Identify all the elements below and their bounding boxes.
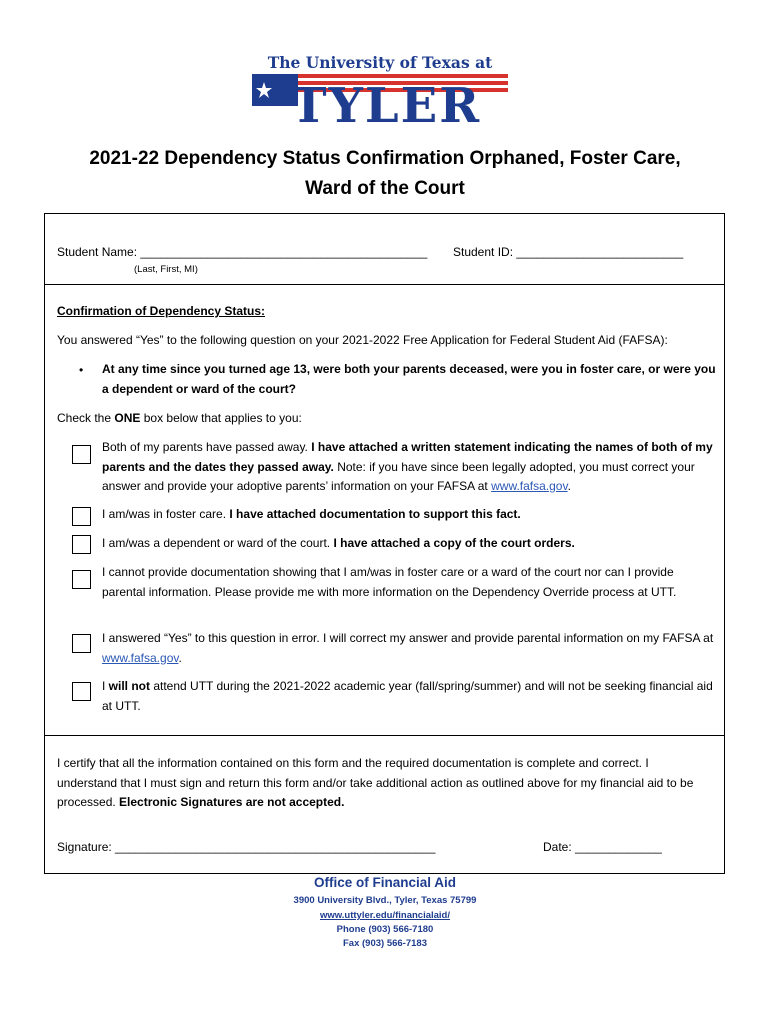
option-answered-in-error: I answered “Yes” to this question in error. I will correct my answer and provide parental information on my FAFSA at www.fafsa.gov. — [102, 631, 714, 665]
option-no-documentation: I cannot provide documentation showing that I am/was in foster care or a ward of the court nor can I provide parental information. Please provide me with more information on the Dependency Override process at UTT. — [102, 565, 677, 599]
footer-phone: Phone (903) 566-7180 — [336, 924, 434, 935]
fafsa-link[interactable]: www.fafsa.gov — [491, 479, 568, 493]
bullet-icon: • — [79, 363, 84, 377]
footer-website-link[interactable]: www.uttyler.edu/financialaid/ — [319, 910, 451, 921]
title-line1: 2021-22 Dependency Status Confirmation Orphaned, Foster Care, — [89, 148, 681, 169]
footer-office: Office of Financial Aid — [313, 875, 456, 890]
option-not-attending: I will not attend UTT during the 2021-2022 academic year (fall/spring/summer) and will not be seeking financial aid at UTT. — [102, 679, 713, 713]
university-logo — [250, 52, 510, 124]
logo-line1: The University of Texas at — [267, 53, 493, 72]
option-ward-of-court: I am/was a dependent or ward of the court. I have attached a copy of the court orders. — [102, 536, 575, 550]
checkbox-not-attending[interactable] — [72, 682, 91, 701]
option-foster-care: I am/was in foster care. I have attached documentation to support this fact. — [102, 507, 521, 521]
footer-address: 3900 University Blvd., Tyler, Texas 75799 — [293, 895, 477, 906]
fafsa-question-line1: At any time since you turned age 13, were both your parents deceased, were you in foster care, or were you — [102, 362, 716, 376]
confirmation-intro: You answered “Yes” to the following question on your 2021-2022 Free Application for Federal Student Aid (FAFSA): — [57, 333, 668, 347]
option-parents-deceased: Both of my parents have passed away. I have attached a written statement indicating the names of both of my parents and the dates they passed away. Note: if you have since been legally adopted, you must correct your answer and provide your adoptive parents’ information on your FAFSA at www.fafsa.gov. — [102, 440, 713, 493]
title-line2: Ward of the Court — [305, 178, 465, 199]
section-divider — [44, 284, 725, 285]
footer-fax: Fax (903) 566-7183 — [343, 938, 427, 949]
confirmation-heading: Confirmation of Dependency Status: — [57, 304, 266, 318]
section-divider — [44, 735, 725, 736]
page-title — [0, 144, 770, 204]
student-name-field[interactable]: Student Name: ___________________________________________ — [57, 245, 428, 259]
checkbox-parents-deceased[interactable] — [72, 445, 91, 464]
student-id-field[interactable]: Student ID: _________________________ — [453, 245, 684, 259]
date-field[interactable]: Date: _____________ — [543, 840, 662, 854]
checkbox-ward-of-court[interactable] — [72, 535, 91, 554]
checkbox-no-documentation[interactable] — [72, 570, 91, 589]
fafsa-question-line2: a dependent or ward of the court? — [102, 382, 297, 396]
checkbox-foster-care[interactable] — [72, 507, 91, 526]
logo-line2: TYLER — [290, 78, 482, 124]
checkbox-answered-in-error[interactable] — [72, 634, 91, 653]
signature-field[interactable]: Signature: ________________________________________________ — [57, 840, 436, 854]
fafsa-link[interactable]: www.fafsa.gov — [102, 650, 179, 665]
student-name-hint: (Last, First, MI) — [134, 264, 198, 275]
certification-statement: I certify that all the information contained on this form and the required documentation is complete and correct. I understand that I must sign and return this form and/or take additional action as outlined above for my financial aid to be processed. Electronic Signatures are not accepted. — [57, 756, 694, 809]
check-instruction: Check the ONE box below that applies to you: — [57, 411, 302, 425]
